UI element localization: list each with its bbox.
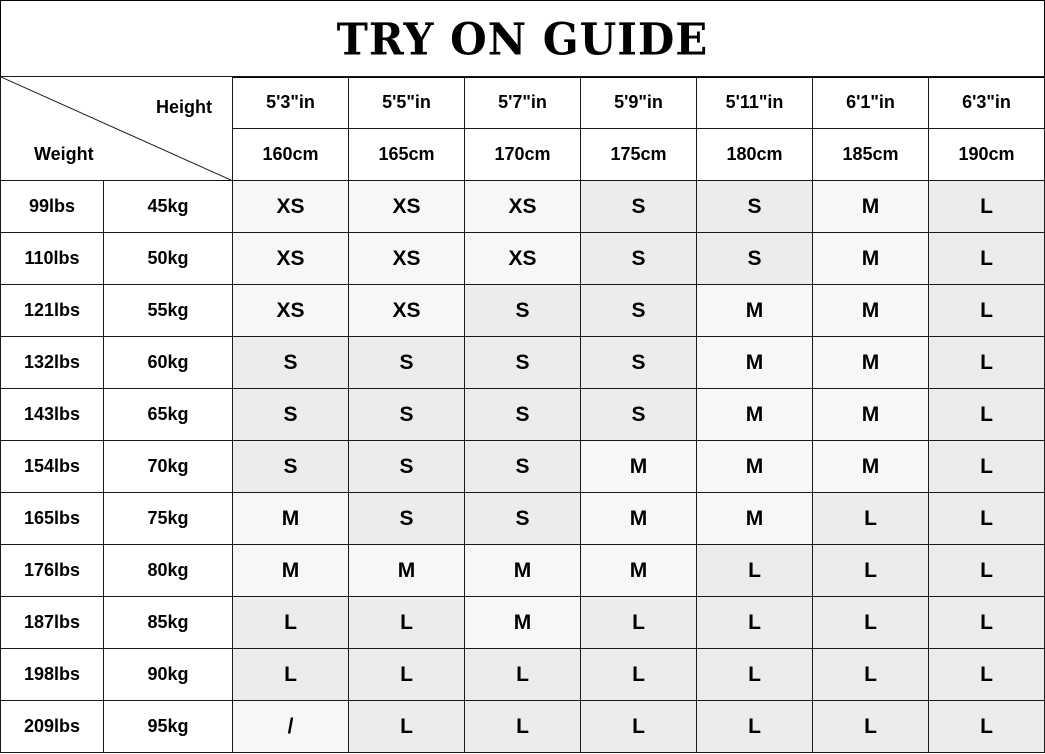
size-cell: L: [929, 493, 1045, 545]
table-row: [1, 545, 1045, 597]
size-cell: M: [813, 181, 929, 233]
size-cell: S: [349, 337, 465, 389]
size-cell: S: [233, 441, 349, 493]
corner-diagonal: [1, 77, 233, 181]
size-cell: /: [233, 701, 349, 753]
size-cell: S: [581, 233, 697, 285]
size-cell: M: [697, 337, 813, 389]
size-cell: XS: [233, 233, 349, 285]
size-cell: L: [233, 649, 349, 701]
size-cell: S: [581, 389, 697, 441]
size-cell: S: [465, 389, 581, 441]
weight-kg-cell: 55kg: [104, 285, 233, 337]
size-cell: M: [465, 597, 581, 649]
table-row: [1, 701, 1045, 753]
size-cell: M: [813, 389, 929, 441]
size-cell: S: [465, 285, 581, 337]
height-imperial-header: 5'3"in: [233, 77, 349, 129]
size-cell: S: [581, 285, 697, 337]
height-imperial-header: 5'7"in: [465, 77, 581, 129]
size-cell: XS: [233, 285, 349, 337]
size-cell: L: [929, 597, 1045, 649]
table-row: [1, 337, 1045, 389]
size-cell: S: [349, 493, 465, 545]
weight-lbs-cell: 143lbs: [1, 389, 104, 441]
size-cell: L: [813, 597, 929, 649]
height-metric-header: 185cm: [813, 129, 929, 181]
height-imperial-header: 5'11"in: [697, 77, 813, 129]
size-cell: L: [929, 649, 1045, 701]
size-cell: S: [465, 337, 581, 389]
size-cell: L: [929, 285, 1045, 337]
size-cell: L: [929, 545, 1045, 597]
table-row: [1, 441, 1045, 493]
size-cell: L: [697, 545, 813, 597]
size-cell: L: [349, 701, 465, 753]
size-cell: L: [929, 233, 1045, 285]
size-cell: XS: [349, 233, 465, 285]
weight-kg-cell: 60kg: [104, 337, 233, 389]
weight-lbs-cell: 176lbs: [1, 545, 104, 597]
weight-kg-cell: 65kg: [104, 389, 233, 441]
corner-header: [1, 77, 233, 181]
size-cell: M: [813, 441, 929, 493]
table-row: [1, 181, 1045, 233]
page-title: TRY ON GUIDE: [336, 13, 709, 65]
weight-kg-cell: 90kg: [104, 649, 233, 701]
size-cell: M: [233, 493, 349, 545]
size-cell: S: [233, 337, 349, 389]
weight-lbs-cell: 154lbs: [1, 441, 104, 493]
weight-kg-cell: 85kg: [104, 597, 233, 649]
size-cell: L: [813, 493, 929, 545]
weight-lbs-cell: 121lbs: [1, 285, 104, 337]
size-cell: M: [349, 545, 465, 597]
weight-lbs-cell: 110lbs: [1, 233, 104, 285]
size-cell: M: [581, 545, 697, 597]
size-cell: L: [813, 649, 929, 701]
table-row: [1, 493, 1045, 545]
size-cell: L: [581, 649, 697, 701]
size-cell: S: [233, 389, 349, 441]
weight-lbs-cell: 99lbs: [1, 181, 104, 233]
size-cell: M: [465, 545, 581, 597]
size-cell: L: [929, 389, 1045, 441]
size-cell: M: [581, 493, 697, 545]
weight-lbs-cell: 132lbs: [1, 337, 104, 389]
size-cell: M: [233, 545, 349, 597]
weight-kg-cell: 80kg: [104, 545, 233, 597]
size-cell: S: [697, 233, 813, 285]
size-cell: S: [465, 441, 581, 493]
weight-lbs-cell: 165lbs: [1, 493, 104, 545]
size-cell: L: [929, 181, 1045, 233]
weight-lbs-cell: 198lbs: [1, 649, 104, 701]
height-metric-header: 160cm: [233, 129, 349, 181]
weight-kg-cell: 70kg: [104, 441, 233, 493]
height-metric-header: 190cm: [929, 129, 1045, 181]
size-cell: S: [349, 389, 465, 441]
size-cell: XS: [349, 285, 465, 337]
size-cell: L: [581, 701, 697, 753]
size-cell: L: [929, 441, 1045, 493]
size-cell: L: [233, 597, 349, 649]
size-cell: S: [581, 181, 697, 233]
height-metric-header: 165cm: [349, 129, 465, 181]
weight-kg-cell: 45kg: [104, 181, 233, 233]
weight-axis-label: Weight: [34, 144, 94, 164]
table-row: [1, 285, 1045, 337]
size-cell: XS: [349, 181, 465, 233]
size-cell: L: [813, 545, 929, 597]
weight-kg-cell: 75kg: [104, 493, 233, 545]
table-row: [1, 649, 1045, 701]
size-cell: L: [697, 649, 813, 701]
size-cell: M: [813, 285, 929, 337]
size-cell: L: [465, 649, 581, 701]
weight-kg-cell: 95kg: [104, 701, 233, 753]
size-cell: M: [813, 337, 929, 389]
size-cell: L: [349, 649, 465, 701]
height-imperial-header: 6'3"in: [929, 77, 1045, 129]
size-cell: M: [813, 233, 929, 285]
size-cell: XS: [465, 181, 581, 233]
weight-lbs-cell: 187lbs: [1, 597, 104, 649]
size-cell: S: [349, 441, 465, 493]
size-cell: S: [581, 337, 697, 389]
height-metric-header: 175cm: [581, 129, 697, 181]
size-cell: L: [929, 337, 1045, 389]
height-imperial-header: 5'9"in: [581, 77, 697, 129]
table-row: [1, 597, 1045, 649]
weight-kg-cell: 50kg: [104, 233, 233, 285]
header-row-imperial: [1, 77, 1045, 129]
size-cell: S: [697, 181, 813, 233]
height-axis-label: Height: [156, 97, 212, 117]
size-cell: L: [465, 701, 581, 753]
size-cell: L: [581, 597, 697, 649]
weight-lbs-cell: 209lbs: [1, 701, 104, 753]
size-cell: S: [465, 493, 581, 545]
size-table: [0, 76, 1045, 753]
size-cell: L: [697, 597, 813, 649]
height-metric-header: 170cm: [465, 129, 581, 181]
title-box: [0, 0, 1045, 78]
height-metric-header: 180cm: [697, 129, 813, 181]
table-row: [1, 389, 1045, 441]
size-cell: XS: [233, 181, 349, 233]
size-cell: XS: [465, 233, 581, 285]
size-cell: M: [697, 285, 813, 337]
size-cell: L: [697, 701, 813, 753]
size-cell: L: [813, 701, 929, 753]
size-cell: M: [697, 441, 813, 493]
size-cell: L: [349, 597, 465, 649]
height-imperial-header: 5'5"in: [349, 77, 465, 129]
height-imperial-header: 6'1"in: [813, 77, 929, 129]
table-row: [1, 233, 1045, 285]
size-cell: M: [697, 389, 813, 441]
size-cell: M: [697, 493, 813, 545]
size-cell: M: [581, 441, 697, 493]
size-cell: L: [929, 701, 1045, 753]
